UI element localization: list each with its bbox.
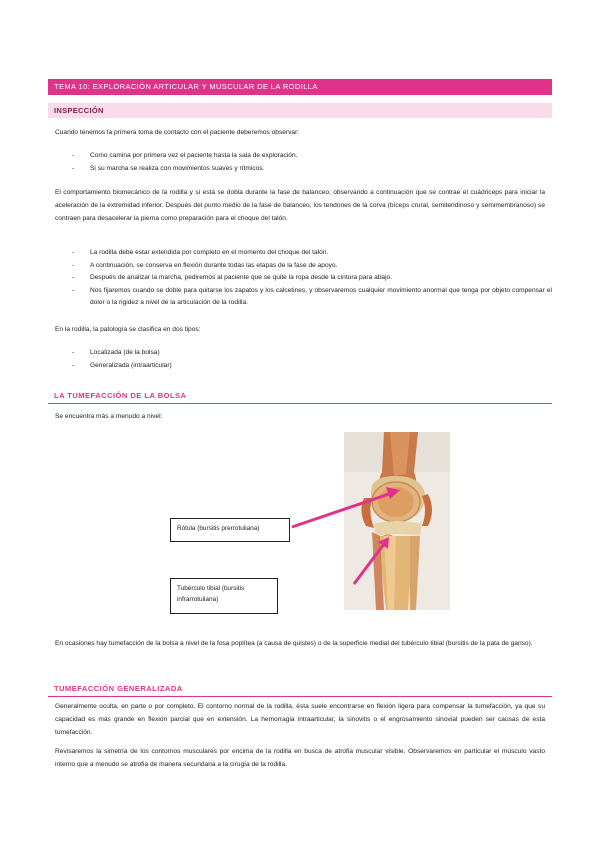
list-item: - La rodilla debe estar extendida por completo en el momento del choque del talón.	[72, 247, 552, 260]
arrow-to-tuberculo	[354, 544, 384, 584]
dash-bullet-icon: -	[72, 164, 75, 172]
list-item: - Generalizada (intraarticular)	[72, 360, 552, 373]
list-item: - Nos fijaremos cuando se doble para quitarse los zapatos y los calcetines, y observaremos cualquier movimiento anormal que tenga por objeto compensar el dolor o la rigidez a nivel de la articulación de la rodilla.	[72, 286, 552, 306]
biomech-paragraph: El comportamiento biomecánico de la rodilla y si está se dobla durante la fase de balanceo; observando a continuación que se contrae el cuádriceps para iniciar la aceleración de la extremidad inferior. Después del punto medio de la fase de balanceo, los tendones de la corva (bíceps crural, semitendinoso y semimembranoso) se contraen para desacelerar la pierna como preparación para el choque del talón.	[55, 189, 545, 222]
list-item: - Localizada (de la bolsa)	[72, 347, 552, 360]
dash-bullet-icon: -	[72, 286, 75, 294]
page-title: TEMA 10: EXPLORACIÓN ARTICULAR Y MUSCULAR DE LA RODILLA	[48, 79, 552, 95]
arrow-head-icon	[386, 487, 400, 499]
list-item: - Si su marcha se realiza con movimientos suaves y rítmicos.	[72, 163, 552, 176]
arrow-to-rotula	[292, 493, 392, 527]
dash-bullet-icon: -	[72, 261, 75, 269]
dash-bullet-icon: -	[72, 152, 75, 159]
section-heading-inspeccion: INSPECCIÓN	[48, 103, 552, 118]
pathology-intro: En la rodilla, la patología se clasifica en dos tipos:	[55, 326, 201, 333]
inspeccion-intro: Cuando tenemos la primera toma de contacto con el paciente deberemos observar:	[55, 129, 300, 136]
generalizada-paragraph-1: Generalmente oculta, en parte o por completo. El contorno normal de la rodilla, ésta suele encontrarse en flexión ligera para compensar la tumefacción, ya que su capacidad es más grande en flexión parcial que en extensión. La hemorragia intraarticular, la sinovitis o el engrosamiento sinovial pueden ser causas de esta tumefacción.	[55, 703, 545, 736]
section-heading-bolsa: LA TUMEFACCIÓN DE LA BOLSA	[48, 387, 552, 404]
section-heading-generalizada: TUMEFACCIÓN GENERALIZADA	[48, 680, 552, 697]
list-item: - A continuación, se conserva en flexión durante todas las etapas de la fase de apoyo.	[72, 260, 552, 273]
label-rotula: Rótula (bursitis prerrotuliana)	[170, 518, 290, 542]
label-tuberculo: Tubérculo tibial (bursitis infrarrotuliana)	[170, 578, 278, 614]
list-item: - Como camina por primera vez el paciente hasta la sala de exploración.	[72, 150, 552, 163]
bolsa-intro: Se encuentra más a menudo a nivel:	[55, 413, 163, 420]
bolsa-paragraph: En ocasiones hay tumefacción de la bolsa a nivel de la fosa poplítea (a causa de quistes) o de la superficie medial del tubérculo tibial (bursitis de la pata de ganso).	[55, 640, 533, 647]
list-item: - Después de analizar la marcha, pediremos al paciente que se quite la ropa desde la cintura para abajo.	[72, 272, 552, 285]
arrow-head-icon	[378, 537, 389, 549]
dash-bullet-icon: -	[72, 361, 75, 369]
dash-bullet-icon: -	[72, 249, 75, 256]
dash-bullet-icon: -	[72, 274, 75, 281]
dash-bullet-icon: -	[72, 349, 75, 356]
generalizada-paragraph-2: Revisaremos la simetría de los contornos musculares por encima de la rodilla en busca de atrofia muscular visible. Observaremos en particular el músculo vasto interno que a menudo se atrofia de manera secundaria a la cirugía de la rodilla.	[55, 748, 545, 768]
